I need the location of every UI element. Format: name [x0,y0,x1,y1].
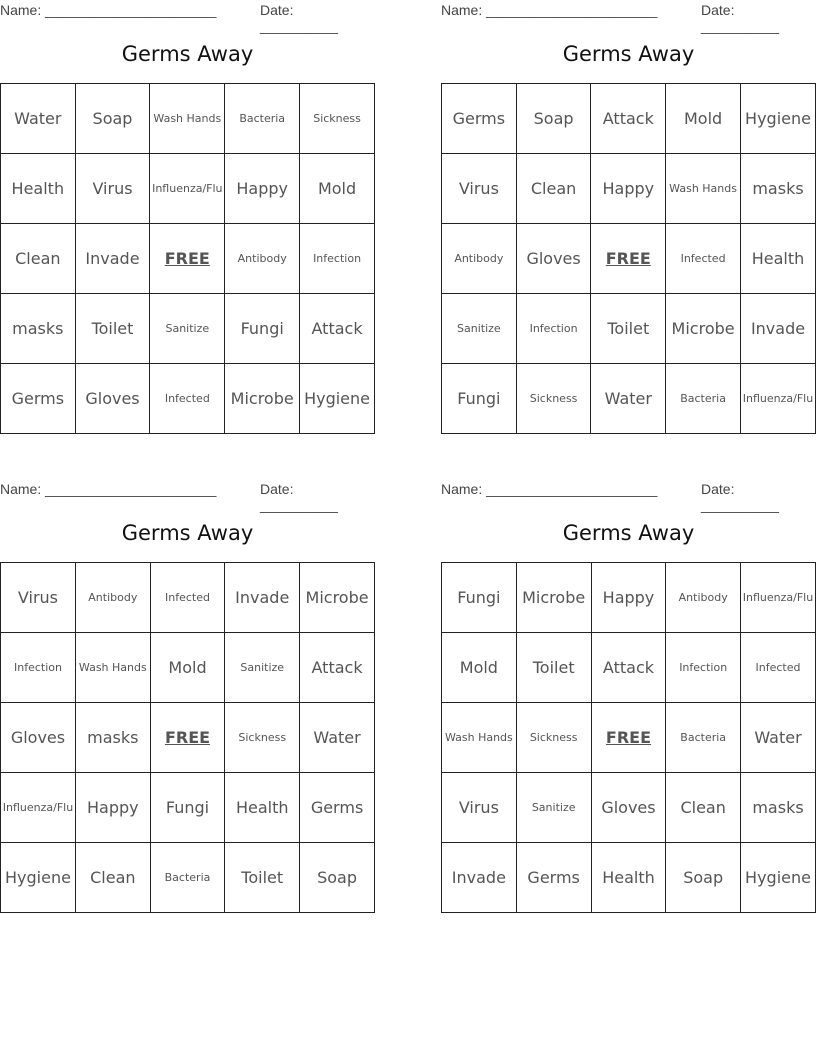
bingo-grid [441,83,816,434]
grid-cell: Toilet [75,294,150,364]
date-field-label: Date: __________ [701,481,779,513]
grid-cell: Sickness [516,703,591,773]
date-field-label: Date: __________ [260,481,338,513]
free-cell: FREE [591,703,666,773]
grid-cell: Infected [150,563,225,633]
bingo-card-2 [441,0,816,408]
grid-cell: Fungi [225,294,300,364]
grid-cell: Sanitize [150,294,225,364]
grid-cell: Soap [666,843,741,913]
grid-cell: Soap [75,84,150,154]
grid-cell: Gloves [591,773,666,843]
grid-cell: Wash Hands [75,633,150,703]
grid-cell: Infected [741,633,816,703]
grid-cell: Wash Hands [442,703,517,773]
grid-cell: Influenza/Flu [150,154,225,224]
grid-cell: Infected [666,224,741,294]
grid-cell: Sickness [225,703,300,773]
grid-cell: Soap [300,843,375,913]
grid-cell: Infected [150,364,225,434]
grid-cell: Hygiene [741,843,816,913]
grid-cell: Sanitize [516,773,591,843]
bingo-grid [0,83,375,434]
free-cell: FREE [150,224,225,294]
grid-cell: Influenza/Flu [741,364,816,434]
grid-cell: Clean [1,224,76,294]
grid-cell: Happy [591,563,666,633]
grid-cell: Virus [442,773,517,843]
name-field-label: Name: ______________________ [0,481,217,497]
grid-cell: Fungi [150,773,225,843]
grid-cell: Sickness [300,84,375,154]
grid-cell: Health [1,154,76,224]
card-header [0,479,375,513]
grid-cell: Microbe [666,294,741,364]
grid-row [442,364,816,434]
grid-row [1,364,375,434]
date-field-label: Date: __________ [701,2,779,34]
grid-cell: Soap [516,84,591,154]
grid-cell: Bacteria [225,84,300,154]
grid-cell: Health [591,843,666,913]
grid-row [1,224,375,294]
grid-cell: Invade [442,843,517,913]
grid-cell: Microbe [225,364,300,434]
grid-cell: Mold [300,154,375,224]
grid-cell: Water [741,703,816,773]
grid-cell: masks [1,294,76,364]
grid-row [1,84,375,154]
grid-cell: Infection [516,294,591,364]
card-title: Germs Away [562,42,695,66]
grid-cell: masks [741,773,816,843]
grid-cell: Mold [150,633,225,703]
grid-cell: Antibody [225,224,300,294]
grid-row [442,563,816,633]
grid-cell: Fungi [442,364,517,434]
grid-cell: Hygiene [741,84,816,154]
grid-row [442,84,816,154]
card-header [441,0,816,34]
grid-cell: masks [75,703,150,773]
grid-cell: Bacteria [150,843,225,913]
grid-row [1,633,375,703]
grid-cell: Antibody [75,563,150,633]
grid-cell: Water [1,84,76,154]
card-header [0,0,375,34]
grid-cell: Sanitize [225,633,300,703]
grid-cell: Hygiene [300,364,375,434]
grid-cell: Invade [225,563,300,633]
grid-row [442,154,816,224]
grid-cell: Fungi [442,563,517,633]
grid-cell: Happy [75,773,150,843]
grid-cell: Happy [591,154,666,224]
grid-row [442,633,816,703]
grid-cell: Sanitize [442,294,517,364]
grid-cell: Toilet [516,633,591,703]
card-title: Germs Away [121,42,254,66]
grid-cell: Clean [666,773,741,843]
name-field-label: Name: ______________________ [441,2,658,18]
grid-cell: Antibody [442,224,517,294]
grid-row [442,773,816,843]
grid-row [442,703,816,773]
grid-cell: Hygiene [1,843,76,913]
grid-cell: Water [591,364,666,434]
card-header [441,479,816,513]
grid-row [1,773,375,843]
grid-cell: Germs [300,773,375,843]
grid-cell: Infection [300,224,375,294]
grid-cell: Gloves [1,703,76,773]
grid-cell: Influenza/Flu [741,563,816,633]
grid-row [1,294,375,364]
grid-cell: Antibody [666,563,741,633]
grid-cell: Virus [442,154,517,224]
grid-cell: Influenza/Flu [1,773,76,843]
grid-cell: Germs [516,843,591,913]
card-title: Germs Away [121,521,254,545]
bingo-card-1 [0,0,375,408]
grid-cell: masks [741,154,816,224]
grid-row [1,843,375,913]
bingo-grid [441,562,816,913]
grid-cell: Microbe [516,563,591,633]
grid-cell: Mold [442,633,517,703]
grid-cell: Mold [666,84,741,154]
grid-cell: Germs [1,364,76,434]
free-cell: FREE [591,224,666,294]
grid-cell: Infection [666,633,741,703]
grid-row [1,703,375,773]
grid-cell: Happy [225,154,300,224]
grid-row [1,563,375,633]
grid-cell: Attack [300,294,375,364]
grid-cell: Invade [741,294,816,364]
grid-row [442,843,816,913]
grid-cell: Health [225,773,300,843]
bingo-card-3 [0,479,375,887]
grid-row [1,154,375,224]
bingo-card-4 [441,479,816,887]
grid-cell: Gloves [516,224,591,294]
grid-cell: Virus [75,154,150,224]
grid-cell: Water [300,703,375,773]
name-field-label: Name: ______________________ [0,2,217,18]
grid-cell: Bacteria [666,364,741,434]
bingo-grid [0,562,375,913]
date-field-label: Date: __________ [260,2,338,34]
grid-cell: Invade [75,224,150,294]
grid-cell: Gloves [75,364,150,434]
grid-cell: Germs [442,84,517,154]
grid-cell: Virus [1,563,76,633]
grid-cell: Health [741,224,816,294]
grid-row [442,294,816,364]
grid-cell: Sickness [516,364,591,434]
grid-cell: Wash Hands [666,154,741,224]
grid-cell: Bacteria [666,703,741,773]
grid-cell: Attack [591,84,666,154]
grid-cell: Infection [1,633,76,703]
grid-cell: Toilet [591,294,666,364]
grid-cell: Clean [516,154,591,224]
grid-cell: Wash Hands [150,84,225,154]
grid-cell: Microbe [300,563,375,633]
grid-cell: Attack [591,633,666,703]
grid-cell: Clean [75,843,150,913]
grid-cell: Toilet [225,843,300,913]
card-title: Germs Away [562,521,695,545]
grid-cell: Attack [300,633,375,703]
name-field-label: Name: ______________________ [441,481,658,497]
free-cell: FREE [150,703,225,773]
grid-row [442,224,816,294]
